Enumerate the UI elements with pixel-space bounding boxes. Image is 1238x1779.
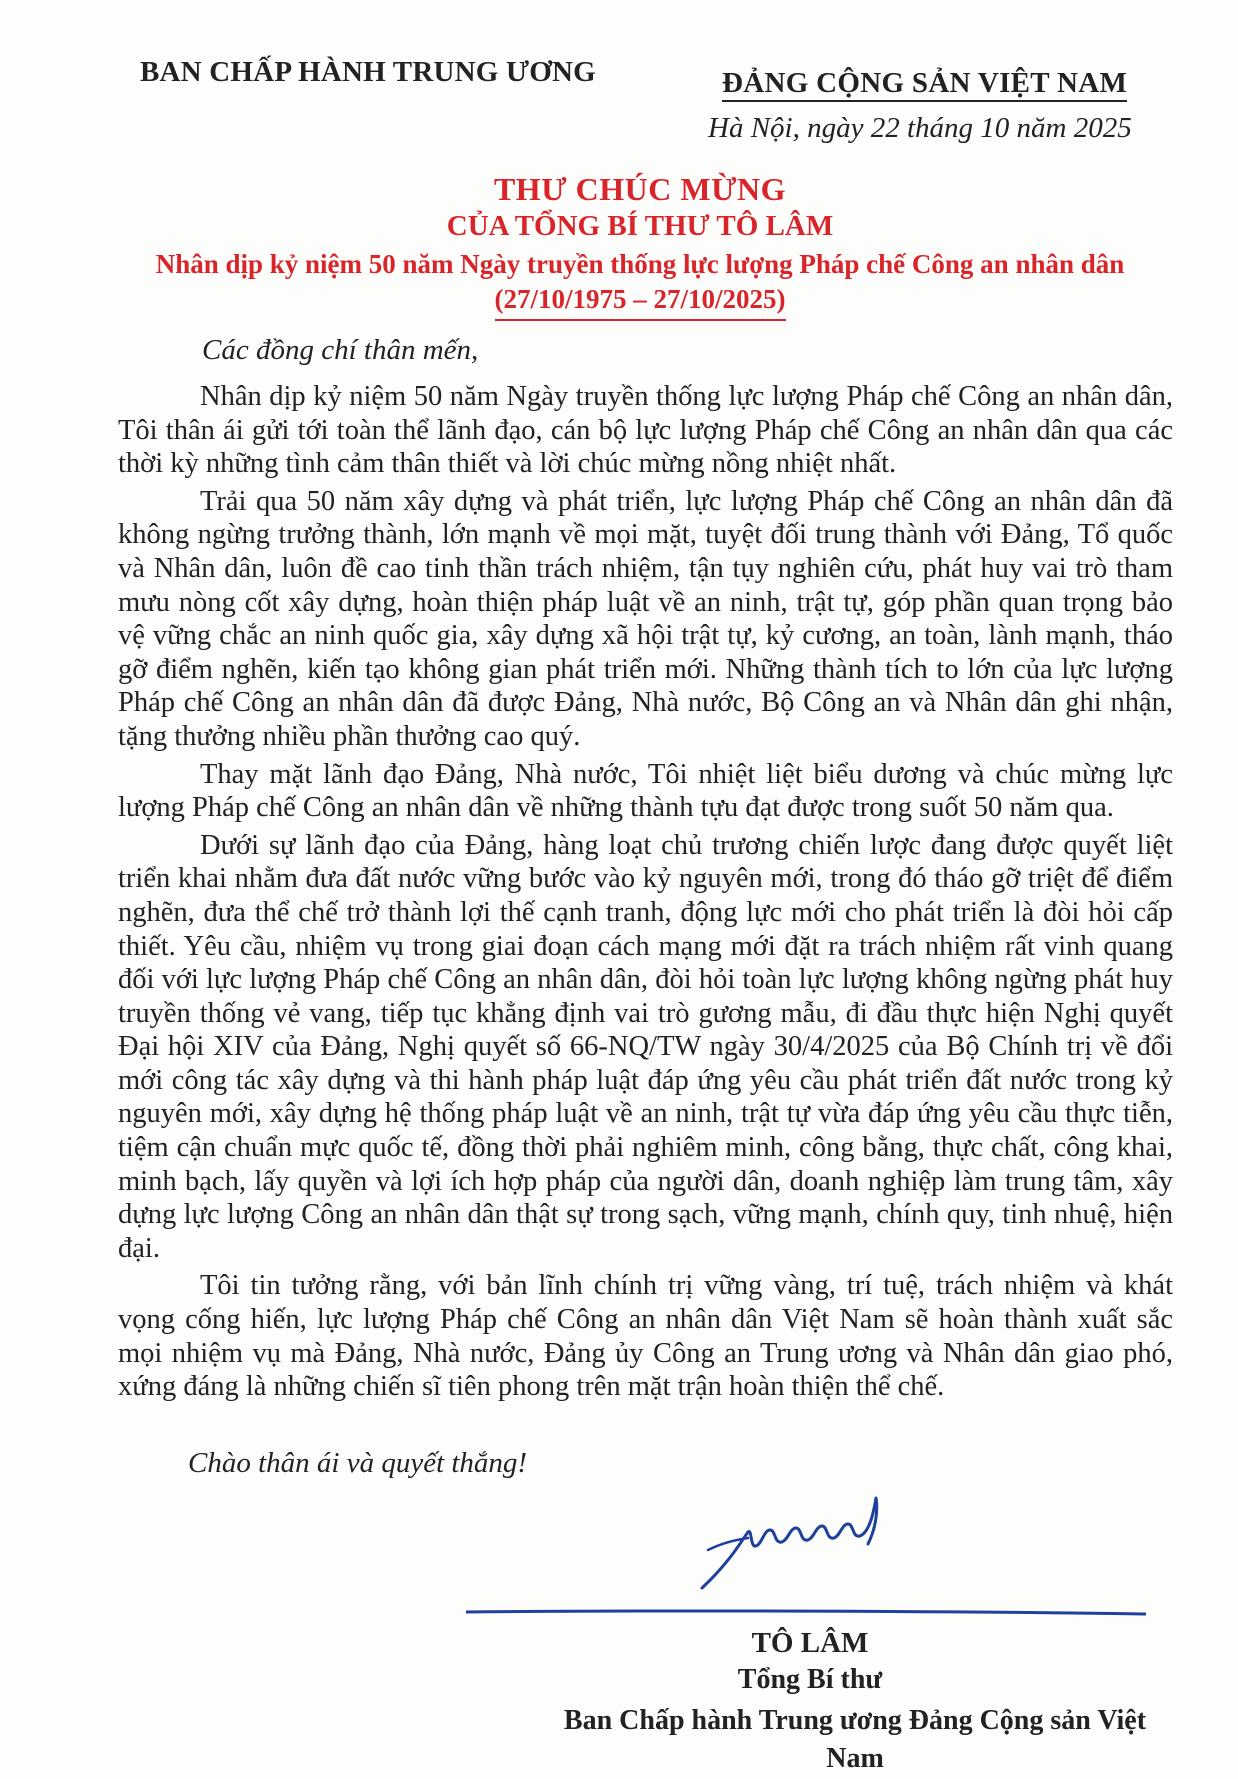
letter-body	[118, 380, 1173, 1408]
party-header: ĐẢNG CỘNG SẢN VIỆT NAM	[722, 66, 1127, 102]
title-line-4: (27/10/1975 – 27/10/2025)	[495, 282, 786, 321]
signer-block	[420, 1624, 1160, 1778]
handwritten-signature	[690, 1470, 940, 1600]
paragraph: Tôi tin tưởng rằng, với bản lĩnh chính trị vững vàng, trí tuệ, trách nhiệm và khát vọng cống hiến, lực lượng Pháp chế Công an nhân dân Việt Nam sẽ hoàn thành xuất sắc mọi nhiệm vụ mà Đảng, Nhà nước, Đảng ủy Công an Trung ương và Nhân dân giao phó, xứng đáng là những chiến sĩ tiên phong trên mặt trận hoàn thiện thể chế.	[118, 1270, 1173, 1403]
signature-underline	[466, 1608, 1146, 1616]
signer-role: Tổng Bí thư	[737, 1664, 883, 1695]
title-line-2: CỦA TỔNG BÍ THƯ TÔ LÂM	[446, 210, 834, 242]
paragraph: Trải qua 50 năm xây dựng và phát triển, lực lượng Pháp chế Công an nhân dân đã không ngừng trưởng thành, lớn mạnh về mọi mặt, tuyệt đối trung thành với Đảng, Tổ quốc và Nhân dân, luôn đề cao tinh thần trách nhiệm, tận tụy nghiên cứu, phát huy vai trò tham mưu nòng cốt xây dựng, hoàn thiện pháp luật về an ninh, trật tự, góp phần quan trọng bảo vệ vững chắc an ninh quốc gia, xây dựng xã hội trật tự, kỷ cương, an toàn, lành mạnh, tháo gỡ điểm nghẽn, kiến tạo không gian phát triển mới. Những thành tích to lớn của lực lượng Pháp chế Công an nhân dân đã được Đảng, Nhà nước, Bộ Công an và Nhân dân ghi nhận, tặng thưởng nhiều phần thưởng cao quý.	[118, 485, 1173, 752]
signer-name: TÔ LÂM	[751, 1627, 869, 1659]
title-line-1: THƯ CHÚC MỪNG	[493, 171, 787, 207]
salutation: Các đồng chí thân mến,	[202, 334, 479, 366]
paragraph: Dưới sự lãnh đạo của Đảng, hàng loạt chủ trương chiến lược đang được quyết liệt triển khai nhằm đưa đất nước vững bước vào kỷ nguyên mới, trong đó tháo gỡ triệt để điểm nghẽn, đưa thể chế trở thành lợi thế cạnh tranh, động lực mới cho phát triển là đòi hỏi cấp thiết. Yêu cầu, nhiệm vụ trong giai đoạn cách mạng mới đặt ra trách nhiệm rất vinh quang đối với lực lượng Pháp chế Công an nhân dân, đòi hỏi toàn lực lượng không ngừng phát huy truyền thống vẻ vang, tiếp tục khẳng định vai trò gương mẫu, đi đầu thực hiện Nghị quyết Đại hội XIV của Đảng, Nghị quyết số 66-NQ/TW ngày 30/4/2025 của Bộ Chính trị về đổi mới công tác xây dựng và thi hành pháp luật đáp ứng yêu cầu phát triển đất nước trong kỷ nguyên mới, xây dựng hệ thống pháp luật về an ninh, trật tự vừa đáp ứng yêu cầu thực tiễn, tiệm cận chuẩn mực quốc tế, đồng thời phải nghiêm minh, công bằng, thực chất, công khai, minh bạch, lấy quyền và lợi ích hợp pháp của người dân, doanh nghiệp làm trung tâm, xây dựng lực lượng Công an nhân dân thật sự trong sạch, vững mạnh, chính quy, tinh nhuệ, hiện đại.	[118, 829, 1173, 1264]
signer-organization: Ban Chấp hành Trung ương Đảng Cộng sản Việt Nam	[563, 1705, 1147, 1774]
closing-line: Chào thân ái và quyết thắng!	[188, 1447, 528, 1479]
paragraph: Thay mặt lãnh đạo Đảng, Nhà nước, Tôi nhiệt liệt biểu dương và chúc mừng lực lượng Pháp chế Công an nhân dân về những thành tựu đạt được trong suốt 50 năm qua.	[118, 758, 1173, 824]
paragraph: Nhân dịp kỷ niệm 50 năm Ngày truyền thống lực lượng Pháp chế Công an nhân dân, Tôi thân ái gửi tới toàn thể lãnh đạo, cán bộ lực lượng Pháp chế Công an nhân dân qua các thời kỳ những tình cảm thân thiết và lời chúc mừng nồng nhiệt nhất.	[118, 381, 1173, 480]
place-date: Hà Nội, ngày 22 tháng 10 năm 2025	[708, 112, 1132, 144]
issuer-header: BAN CHẤP HÀNH TRUNG ƯƠNG	[140, 56, 596, 88]
letter-title	[100, 170, 1180, 321]
title-line-3: Nhân dịp kỷ niệm 50 năm Ngày truyền thống lực lượng Pháp chế Công an nhân dân	[155, 249, 1125, 279]
